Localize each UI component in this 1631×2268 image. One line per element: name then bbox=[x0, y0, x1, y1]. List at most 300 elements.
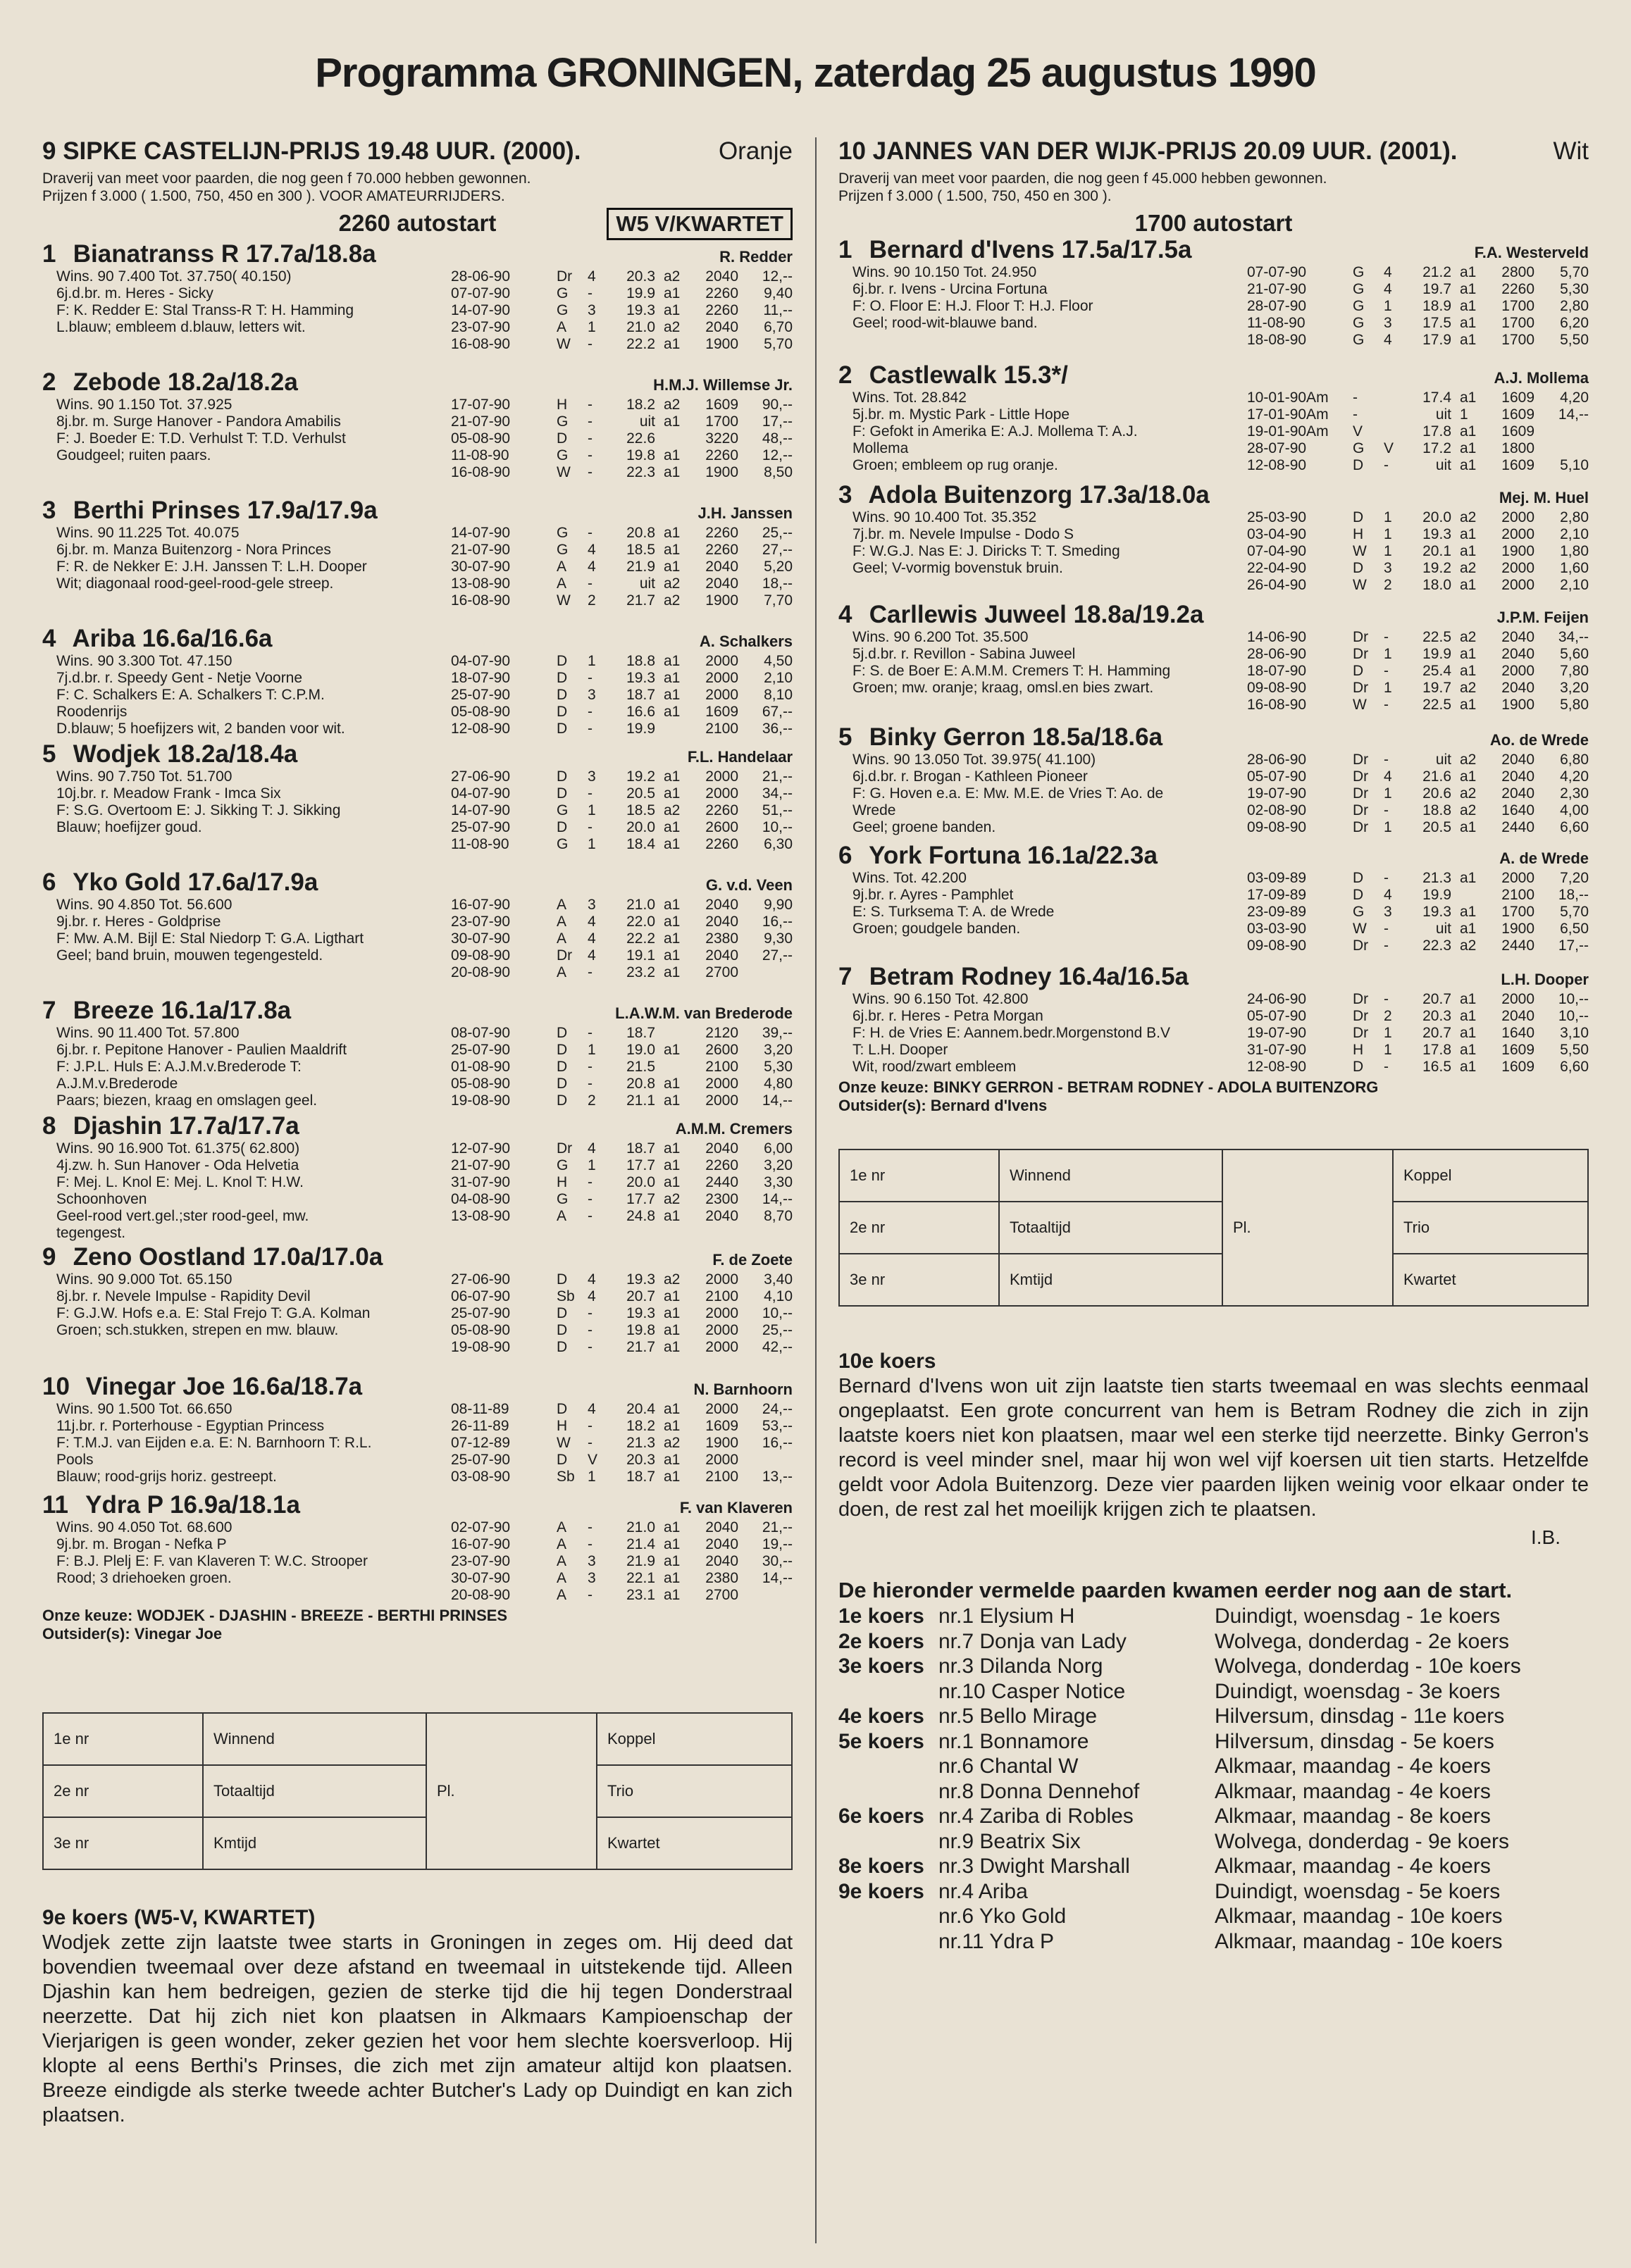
horse-driver: A.M.M. Cremers bbox=[675, 1120, 793, 1138]
table-cell: a1 bbox=[664, 559, 681, 575]
horse-info-line: tegengest. bbox=[56, 1225, 126, 1241]
table-cell: G bbox=[1353, 440, 1365, 456]
table-cell: Koppel bbox=[597, 1713, 792, 1765]
horse-entry bbox=[838, 481, 1589, 594]
table-cell: 12,-- bbox=[762, 268, 793, 285]
table-cell: - bbox=[588, 413, 593, 430]
table-cell: a1 bbox=[664, 785, 681, 802]
table-cell: 18.4 bbox=[626, 836, 655, 852]
horse-header bbox=[42, 868, 793, 897]
horse-info-line: F: Mej. L. Knol E: Mej. L. Knol T: H.W. bbox=[56, 1174, 304, 1190]
table-cell: 4,20 bbox=[1560, 390, 1589, 406]
table-cell: 28-06-90 bbox=[451, 268, 511, 285]
earlier-race: 1e koers bbox=[838, 1605, 924, 1628]
table-cell: 2000 bbox=[705, 1322, 738, 1338]
table-cell: 20.8 bbox=[626, 1076, 655, 1092]
earlier-horse: nr.7 Donja van Lady bbox=[938, 1629, 1127, 1653]
table-cell: 23-07-90 bbox=[451, 1553, 511, 1569]
table-cell: 2000 bbox=[705, 1401, 738, 1417]
table-cell: - bbox=[588, 670, 593, 686]
horse-body bbox=[42, 1401, 793, 1485]
horse-info-line: Wins. 90 11.225 Tot. 40.075 bbox=[56, 525, 240, 541]
table-cell: 19.7 bbox=[1422, 281, 1451, 297]
table-row bbox=[451, 559, 793, 575]
table-cell: D bbox=[1353, 887, 1364, 903]
table-cell: 8,50 bbox=[764, 464, 793, 480]
horse-form-table bbox=[1247, 752, 1589, 836]
table-cell: 30-07-90 bbox=[451, 930, 511, 947]
table-cell: 2380 bbox=[705, 930, 738, 947]
table-cell: 02-08-90 bbox=[1247, 802, 1307, 818]
table-cell: - bbox=[588, 1519, 593, 1535]
race-10-initials: I.B. bbox=[1530, 1526, 1561, 1548]
horse-number: 2 bbox=[42, 368, 56, 396]
table-row bbox=[451, 575, 793, 592]
table-cell: 9,40 bbox=[764, 285, 793, 301]
table-cell: 18.7 bbox=[626, 1469, 655, 1485]
table-cell: 19.7 bbox=[1422, 680, 1451, 696]
table-cell: 21.0 bbox=[626, 319, 655, 335]
table-cell: 27,-- bbox=[762, 947, 793, 964]
table-cell: 6,80 bbox=[1560, 752, 1589, 768]
table-cell: 22.0 bbox=[626, 914, 655, 930]
table-cell bbox=[738, 1452, 793, 1469]
horse-name-text: Adola Buitenzorg 17.3a/18.0a bbox=[868, 481, 1210, 509]
horse-info bbox=[42, 525, 451, 609]
horse-entry bbox=[42, 997, 793, 1109]
table-cell: 19.2 bbox=[1422, 560, 1451, 576]
horse-body bbox=[42, 897, 793, 981]
table-cell: 17.2 bbox=[1422, 440, 1451, 456]
table-cell: D bbox=[557, 430, 568, 447]
horse-form bbox=[451, 1401, 793, 1485]
race-10-distance: 1700 autostart bbox=[1134, 210, 1293, 236]
race-9-column bbox=[42, 137, 793, 2128]
horse-info-line: Geel-rood vert.gel.;ster rood-geel, mw. bbox=[56, 1208, 309, 1224]
table-cell: a1 bbox=[1460, 423, 1477, 440]
table-cell: 12-08-90 bbox=[1247, 1059, 1307, 1075]
table-cell: 1 bbox=[1384, 543, 1392, 559]
table-cell: G bbox=[557, 802, 569, 818]
race-9-distance: 2260 autostart bbox=[338, 210, 497, 236]
race-10-color: Wit bbox=[1553, 137, 1589, 165]
race-10-commentary: Bernard d'Ivens won uit zijn laatste tien starts tweemaal en was slechts eenmaal ongeplaatst. Een grote concurrent van hem is Betram Rodney die zich in zijn laatste koers niet kon plaatsen, maar wel een sterke tijd neerzette. Binky Gerron's record is veel minder snel, maar hij won wel vijf koersen uit tien starts. Hetzelfde geldt voor Adola Buitenzorg. Deze vier paarden lijken weinig voor elkaar onder te doen, de rest zal het moeilijk krijgen zich te plaatsen. bbox=[838, 1375, 1589, 1521]
table-cell: - bbox=[588, 1208, 593, 1224]
table-cell: a1 bbox=[664, 897, 681, 913]
table-cell: 18.7 bbox=[626, 687, 655, 703]
table-row bbox=[1247, 819, 1589, 836]
table-cell: a1 bbox=[1460, 281, 1477, 297]
horse-body bbox=[42, 768, 793, 853]
race-9-distance-row bbox=[42, 208, 793, 240]
horse-info-line: Wit; diagonaal rood-geel-rood-gele streep. bbox=[56, 575, 334, 592]
table-cell: D bbox=[557, 1452, 568, 1468]
horse-driver: A. de Wrede bbox=[1499, 849, 1589, 867]
table-cell: 16,-- bbox=[762, 1435, 793, 1451]
table-cell: a1 bbox=[664, 819, 681, 835]
table-cell: 22.3 bbox=[626, 464, 655, 480]
table-cell: - bbox=[588, 721, 593, 737]
table-cell: 18.7 bbox=[626, 1025, 655, 1041]
table-cell: 1 bbox=[588, 1157, 596, 1173]
horse-number: 1 bbox=[42, 240, 56, 268]
table-cell: 1,80 bbox=[1560, 543, 1589, 559]
table-cell: 17.5 bbox=[1422, 315, 1451, 331]
horse-name-text: Djashin 17.7a/17.7a bbox=[73, 1112, 299, 1140]
table-cell: D bbox=[1353, 560, 1364, 576]
table-cell: 18.8 bbox=[1422, 802, 1451, 818]
horse-info-line: F: G.J.W. Hofs e.a. E: Stal Frejo T: G.A. Kolman bbox=[56, 1305, 371, 1321]
table-row bbox=[43, 1765, 792, 1817]
horse-info bbox=[42, 1271, 451, 1356]
table-row bbox=[451, 285, 793, 302]
horse-driver: Ao. de Wrede bbox=[1489, 731, 1589, 749]
table-cell: 6,50 bbox=[1560, 921, 1589, 937]
horse-info bbox=[42, 768, 451, 853]
table-cell: 4 bbox=[1384, 768, 1392, 785]
horse-info-line: Geel; V-vormig bovenstuk bruin. bbox=[852, 560, 1063, 576]
table-row bbox=[451, 1435, 793, 1452]
table-cell: - bbox=[1384, 802, 1389, 818]
horse-info-line: Wins. 90 6.150 Tot. 42.800 bbox=[852, 991, 1029, 1007]
table-cell: 25-07-90 bbox=[451, 1452, 511, 1468]
earlier-venue: Alkmaar, maandag - 4e koers bbox=[1215, 1855, 1491, 1878]
table-cell: 05-07-90 bbox=[1247, 1008, 1307, 1024]
horse-info-line: 6j.br. r. Pepitone Hanover - Paulien Maaldrift bbox=[56, 1042, 347, 1058]
table-cell: 24-06-90 bbox=[1247, 991, 1307, 1007]
table-cell: Dr bbox=[1353, 819, 1369, 835]
table-cell: 19.9 bbox=[626, 285, 655, 301]
table-cell: 04-07-90 bbox=[451, 653, 511, 669]
table-cell: G bbox=[557, 1157, 569, 1173]
table-cell: a2 bbox=[664, 268, 681, 285]
table-cell: a1 bbox=[1460, 904, 1477, 920]
table-cell: A bbox=[557, 559, 567, 575]
table-cell: 09-08-90 bbox=[1247, 819, 1307, 835]
table-cell: D bbox=[1353, 457, 1364, 473]
table-cell: G bbox=[557, 836, 569, 852]
table-cell: 7,80 bbox=[1560, 663, 1589, 679]
table-cell: 2000 bbox=[1501, 991, 1534, 1007]
table-cell: 1609 bbox=[705, 704, 738, 720]
table-row bbox=[1247, 802, 1589, 819]
table-cell: G bbox=[1353, 298, 1365, 314]
table-cell: 2260 bbox=[705, 285, 738, 301]
table-cell: 1800 bbox=[1501, 440, 1534, 456]
horse-header bbox=[838, 361, 1589, 390]
table-cell: a1 bbox=[664, 704, 681, 720]
table-cell: D bbox=[557, 687, 568, 703]
horse-form bbox=[451, 1140, 793, 1242]
table-cell: 6,60 bbox=[1560, 1059, 1589, 1075]
table-cell: a2 bbox=[664, 1191, 681, 1207]
table-cell: 10,-- bbox=[762, 819, 793, 835]
table-cell: 2000 bbox=[1501, 663, 1534, 679]
table-cell: 20.3 bbox=[626, 268, 655, 285]
table-cell: 17.8 bbox=[1422, 1042, 1451, 1058]
table-cell: 2260 bbox=[1501, 281, 1534, 297]
table-cell: 19.0 bbox=[626, 1042, 655, 1058]
table-cell: 2800 bbox=[1501, 264, 1534, 280]
horse-info-line: 8j.br. r. Nevele Impulse - Rapidity Devil bbox=[56, 1288, 311, 1304]
table-cell: V bbox=[588, 1452, 598, 1468]
horse-name bbox=[42, 1112, 299, 1140]
table-cell: 18.9 bbox=[1422, 298, 1451, 314]
table-row bbox=[1247, 697, 1589, 714]
horse-info-line: Wins. 90 13.050 Tot. 39.975( 41.100) bbox=[852, 752, 1096, 768]
table-cell: a1 bbox=[664, 1157, 681, 1173]
table-cell: 1 bbox=[1384, 1025, 1392, 1041]
earlier-race: 8e koers bbox=[838, 1855, 924, 1878]
race-10-cond-line: Draverij van meet voor paarden, die nog geen f 45.000 hebben gewonnen. bbox=[838, 170, 1327, 187]
table-cell: V bbox=[1384, 440, 1394, 456]
horse-info-line: Schoonhoven bbox=[56, 1191, 147, 1207]
table-row bbox=[1247, 560, 1589, 577]
earlier-horse: nr.6 Yko Gold bbox=[938, 1905, 1067, 1928]
table-cell: 1 bbox=[1384, 509, 1392, 525]
horse-name-text: York Fortuna 16.1a/22.3a bbox=[869, 842, 1158, 869]
table-cell: 3 bbox=[1384, 315, 1392, 331]
horse-form-table bbox=[1247, 264, 1589, 349]
table-row bbox=[451, 653, 793, 670]
table-cell: W bbox=[1353, 543, 1367, 559]
race-10-horse-list bbox=[838, 236, 1589, 1076]
table-cell: 17.9 bbox=[1422, 332, 1451, 348]
table-cell: 42,-- bbox=[762, 1339, 793, 1355]
table-cell: 17.7 bbox=[626, 1191, 655, 1207]
horse-body bbox=[42, 653, 793, 737]
table-cell: G bbox=[1353, 315, 1365, 331]
table-cell: 08-11-89 bbox=[451, 1401, 509, 1417]
table-cell: 2260 bbox=[705, 836, 738, 852]
table-cell: 2260 bbox=[705, 542, 738, 558]
table-row bbox=[451, 413, 793, 430]
table-cell: 10,-- bbox=[1558, 991, 1589, 1007]
table-cell: 22.5 bbox=[1422, 697, 1451, 713]
horse-body bbox=[42, 1271, 793, 1356]
table-cell: 3 bbox=[1384, 904, 1392, 920]
table-cell: 07-12-89 bbox=[451, 1435, 511, 1451]
table-cell: G bbox=[557, 447, 569, 463]
table-cell: 2000 bbox=[705, 768, 738, 785]
table-cell: 2100 bbox=[1501, 887, 1534, 903]
horse-info-line: Wins. 90 1.150 Tot. 37.925 bbox=[56, 397, 232, 413]
table-cell: 1 bbox=[588, 653, 596, 669]
table-cell: 2040 bbox=[705, 268, 738, 285]
table-cell: 4 bbox=[588, 542, 596, 558]
table-cell: W bbox=[1353, 921, 1367, 937]
table-row bbox=[839, 1202, 1588, 1254]
table-cell: 25-07-90 bbox=[451, 1042, 511, 1058]
table-cell: a1 bbox=[664, 464, 681, 480]
table-cell: uit bbox=[639, 413, 655, 430]
table-cell: 4,00 bbox=[1560, 802, 1589, 818]
horse-body bbox=[42, 397, 793, 481]
earlier-starts bbox=[838, 1577, 1589, 1954]
earlier-venue: Wolvega, donderdag - 2e koers bbox=[1215, 1629, 1510, 1653]
table-row bbox=[451, 1076, 793, 1092]
table-row bbox=[1247, 887, 1589, 904]
horse-entry bbox=[838, 963, 1589, 1076]
table-cell: 18.8 bbox=[626, 653, 655, 669]
table-cell: 1700 bbox=[1501, 298, 1534, 314]
earlier-venue: Alkmaar, maandag - 10e koers bbox=[1215, 1905, 1503, 1928]
horse-form-table bbox=[1247, 870, 1589, 954]
horse-info-line: Wins. Tot. 28.842 bbox=[852, 390, 967, 406]
race-9-picks bbox=[42, 1607, 793, 1643]
horse-info-line: 7j.d.br. r. Speedy Gent - Netje Voorne bbox=[56, 670, 303, 686]
table-cell: 21.3 bbox=[1422, 870, 1451, 886]
horse-info-line: Wins. 90 7.750 Tot. 51.700 bbox=[56, 768, 232, 785]
table-cell: 14,-- bbox=[762, 1191, 793, 1207]
table-cell: a1 bbox=[664, 447, 681, 463]
table-row bbox=[451, 1092, 793, 1109]
horse-number: 2 bbox=[838, 361, 852, 389]
table-cell: Dr bbox=[1353, 991, 1369, 1007]
table-cell: 5,50 bbox=[1560, 332, 1589, 348]
table-cell: 10,-- bbox=[762, 1305, 793, 1321]
table-row bbox=[1247, 646, 1589, 663]
table-cell: 21.4 bbox=[626, 1536, 655, 1552]
table-cell: 4 bbox=[1384, 332, 1392, 348]
horse-name bbox=[838, 723, 1162, 752]
table-cell: D bbox=[557, 819, 568, 835]
earlier-venue: Hilversum, dinsdag - 11e koers bbox=[1215, 1705, 1505, 1728]
horse-header bbox=[42, 497, 793, 525]
table-cell: 2440 bbox=[1501, 937, 1534, 954]
table-cell: a1 bbox=[1460, 577, 1477, 593]
race-9-conditions bbox=[42, 170, 793, 205]
table-cell: Trio bbox=[597, 1765, 792, 1817]
table-cell: a1 bbox=[664, 1469, 681, 1485]
table-cell: 2,80 bbox=[1560, 298, 1589, 314]
horse-info bbox=[42, 1401, 451, 1485]
table-cell: a1 bbox=[664, 1418, 681, 1434]
table-cell: 28-07-90 bbox=[1247, 298, 1307, 314]
race-9-results-table bbox=[42, 1712, 793, 1870]
horse-info-line: Wins. 90 10.400 Tot. 35.352 bbox=[852, 509, 1037, 525]
horse-name bbox=[42, 740, 297, 768]
horse-form-table bbox=[451, 1519, 793, 1604]
horse-form bbox=[451, 1025, 793, 1109]
table-cell: 2040 bbox=[705, 1208, 738, 1224]
table-cell: a1 bbox=[664, 1553, 681, 1569]
table-cell: G bbox=[557, 413, 569, 430]
table-cell: Dr bbox=[1353, 785, 1369, 802]
table-cell: 2040 bbox=[1501, 785, 1534, 802]
table-cell: - bbox=[588, 1435, 593, 1451]
horse-body bbox=[838, 509, 1589, 594]
table-cell: Dr bbox=[557, 947, 573, 964]
table-cell: 2260 bbox=[705, 302, 738, 318]
table-cell: a1 bbox=[1460, 1059, 1477, 1075]
table-cell: 23-07-90 bbox=[451, 319, 511, 335]
horse-entry bbox=[838, 723, 1589, 836]
horse-form-table bbox=[1247, 629, 1589, 714]
table-cell: - bbox=[1353, 390, 1358, 406]
horse-form bbox=[1247, 264, 1589, 349]
table-cell: a1 bbox=[664, 1587, 681, 1603]
table-cell: Pl. bbox=[1222, 1149, 1393, 1306]
horse-info bbox=[42, 1519, 451, 1604]
horse-info-line: Geel; rood-wit-blauwe band. bbox=[852, 315, 1038, 331]
list-item bbox=[838, 1679, 1589, 1705]
horse-info-line: 4j.zw. h. Sun Hanover - Oda Helvetia bbox=[56, 1157, 299, 1173]
table-cell: Dr bbox=[1353, 937, 1369, 954]
table-cell: - bbox=[588, 704, 593, 720]
table-cell: a1 bbox=[1460, 870, 1477, 886]
table-cell: 5,50 bbox=[1560, 1042, 1589, 1058]
table-row bbox=[1247, 921, 1589, 937]
horse-name-text: Bernard d'Ivens 17.5a/17.5a bbox=[869, 236, 1192, 263]
earlier-venue: Alkmaar, maandag - 10e koers bbox=[1215, 1929, 1503, 1953]
table-cell: - bbox=[1384, 937, 1389, 954]
table-cell: 03-08-90 bbox=[451, 1469, 511, 1485]
table-cell: W bbox=[1353, 697, 1367, 713]
table-cell: Kwartet bbox=[597, 1817, 792, 1869]
table-cell: 3,20 bbox=[1560, 680, 1589, 696]
table-cell: 07-04-90 bbox=[1247, 543, 1307, 559]
table-cell: Koppel bbox=[1393, 1149, 1588, 1202]
table-cell: 4 bbox=[588, 930, 596, 947]
table-cell: 16.6 bbox=[626, 704, 655, 720]
table-cell: D bbox=[557, 768, 568, 785]
earlier-race: 4e koers bbox=[838, 1705, 924, 1728]
table-cell: 2 bbox=[588, 592, 596, 609]
horse-header bbox=[42, 1491, 793, 1519]
horse-info-line: Goudgeel; ruiten paars. bbox=[56, 447, 211, 463]
horse-form-table bbox=[451, 397, 793, 481]
horse-name bbox=[42, 497, 378, 525]
table-cell: a1 bbox=[1460, 921, 1477, 937]
table-cell: 1 bbox=[1384, 526, 1392, 542]
horse-header bbox=[42, 240, 793, 268]
earlier-horse: nr.8 Donna Dennehof bbox=[938, 1779, 1140, 1803]
horse-info-line: F: G. Hoven e.a. E: Mw. M.E. de Vries T: Ao. de bbox=[852, 785, 1164, 802]
table-row bbox=[451, 1469, 793, 1485]
table-row bbox=[451, 836, 793, 853]
horse-body bbox=[42, 1140, 793, 1242]
table-cell: - bbox=[1384, 457, 1389, 473]
horse-info-line: 6j.br. m. Manza Buitenzorg - Nora Princes bbox=[56, 542, 331, 558]
table-cell: D bbox=[557, 653, 568, 669]
horse-form-table bbox=[1247, 390, 1589, 474]
table-cell: D bbox=[557, 1025, 568, 1041]
horse-name-text: Breeze 16.1a/17.8a bbox=[73, 997, 292, 1024]
table-cell: A bbox=[557, 319, 567, 335]
horse-driver: L.H. Dooper bbox=[1501, 971, 1589, 988]
table-cell: uit bbox=[1435, 457, 1451, 473]
table-cell: Kmtijd bbox=[203, 1817, 426, 1869]
table-cell: a1 bbox=[1460, 526, 1477, 542]
table-cell: 16,-- bbox=[762, 914, 793, 930]
horse-info-line: L.blauw; embleem d.blauw, letters wit. bbox=[56, 319, 306, 335]
earlier-race bbox=[838, 1829, 938, 1855]
table-cell: 18.5 bbox=[626, 542, 655, 558]
horse-info-line: Geel; groene banden. bbox=[852, 819, 996, 835]
table-cell: H bbox=[1353, 1042, 1364, 1058]
table-cell: 19,-- bbox=[762, 1536, 793, 1552]
table-cell: 16.5 bbox=[1422, 1059, 1451, 1075]
table-cell: Dr bbox=[557, 268, 573, 285]
table-row bbox=[451, 670, 793, 687]
horse-form bbox=[1247, 991, 1589, 1076]
table-cell: a2 bbox=[1460, 560, 1477, 576]
table-cell: a1 bbox=[664, 1140, 681, 1157]
horse-number: 1 bbox=[838, 236, 852, 263]
table-cell: 1700 bbox=[1501, 315, 1534, 331]
table-cell: 1 bbox=[1384, 819, 1392, 835]
